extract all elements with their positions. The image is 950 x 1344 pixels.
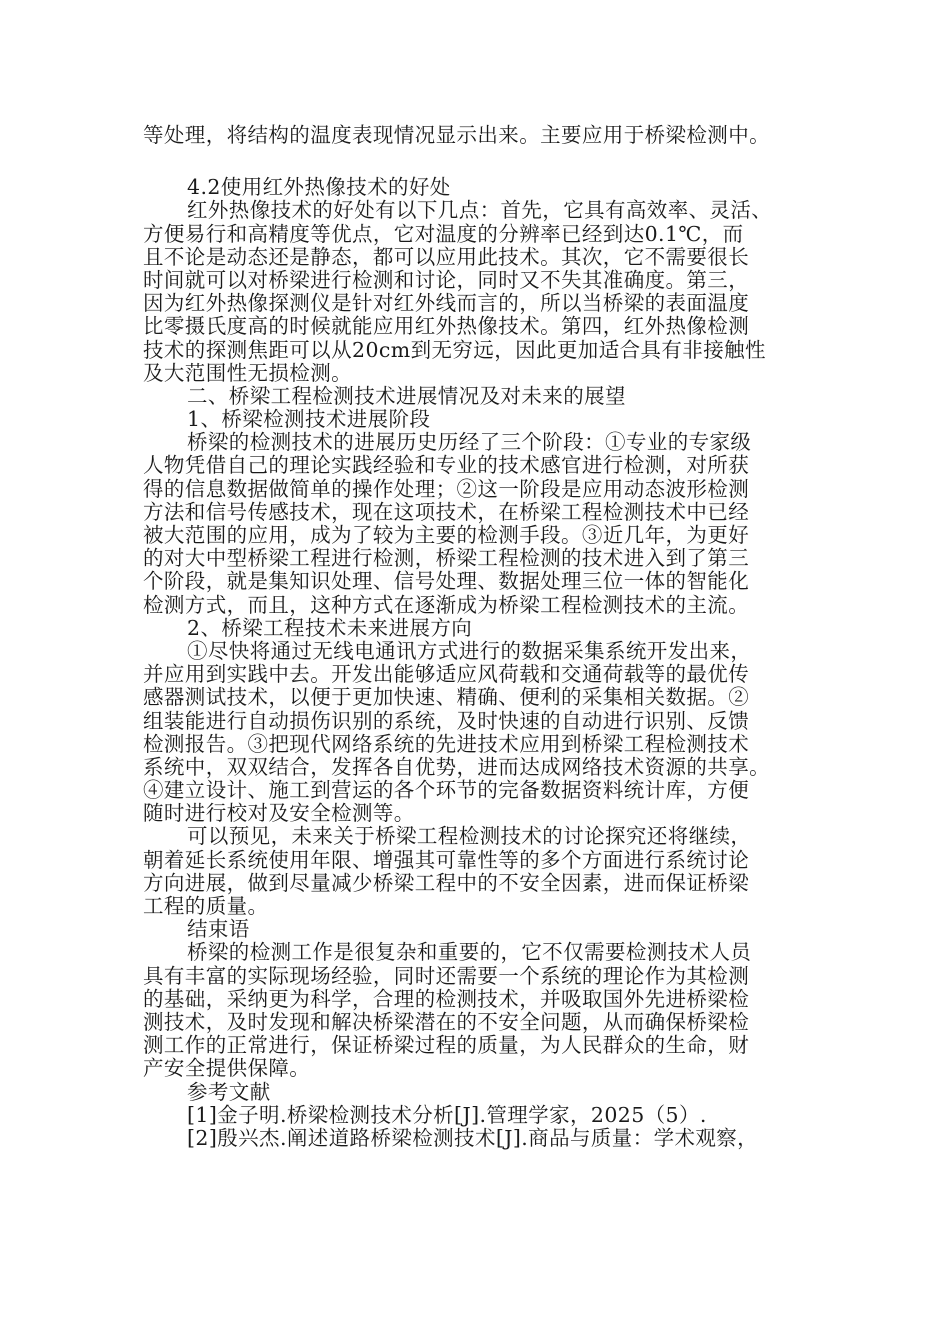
subsection-2-text-line: 并应用到实践中去。开发出能够适应风荷载和交通荷载等的最优传 [143,662,750,687]
conclusion-text-line: 测工作的正常进行，保证桥梁过程的质量，为人民群众的生命，财 [143,1033,750,1058]
section-4-2-text-line: 方便易行和高精度等优点，它对温度的分辨率已经到达0.1℃，而 [143,221,744,246]
subsection-2-text-line: ①尽快将通过无线电通讯方式进行的数据采集系统开发出来， [187,638,752,663]
conclusion-text-line: 的基础，采纳更为科学，合理的检测技术，并吸取国外先进桥梁检 [143,986,750,1011]
outlook-text-line: 朝着延长系统使用年限、增强其可靠性等的多个方面进行系统讨论 [143,847,750,872]
subsection-1-text-line: 的对大中型桥梁工程进行检测，桥梁工程检测的技术进入到了第三 [143,546,750,571]
subsection-2-text-line: 组装能进行自动损伤识别的系统，及时快速的自动进行识别、反馈 [143,708,750,733]
subsection-2-text-line: ④建立设计、施工到营运的各个环节的完备数据资料统计库，方便 [143,778,750,803]
subsection-1-heading: 1、桥梁检测技术进展阶段 [187,407,431,432]
subsection-2-text-line: 系统中，双双结合，发挥各自优势，进而达成网络技术资源的共享。 [143,754,770,779]
section-4-2-text-line: 比零摄氏度高的时候就能应用红外热像技术。第四，红外热像检测 [143,314,750,339]
conclusion-text-line: 桥梁的检测工作是很复杂和重要的，它不仅需要检测技术人员 [187,940,752,965]
section-4-2-text-line: 因为红外热像探测仪是针对红外线而言的，所以当桥梁的表面温度 [143,291,750,316]
conclusion-heading: 结束语 [187,917,250,942]
reference-item: [2]殷兴杰.阐述道路桥梁检测技术[J].商品与质量：学术观察， [187,1125,759,1150]
subsection-2-text-line: 感器测试技术，以便于更加快速、精确、便利的采集相关数据。② [143,685,750,710]
document-page [143,124,823,1150]
subsection-1-text-line: 个阶段，就是集知识处理、信号处理、数据处理三位一体的智能化 [143,569,750,594]
section-4-2-text-line: 时间就可以对桥梁进行检测和讨论，同时又不失其准确度。第三， [143,267,750,292]
section-4-2-text-line: 红外热像技术的好处有以下几点：首先，它具有高效率、灵活、 [187,198,773,223]
outlook-text-line: 可以预见，未来关于桥梁工程检测技术的讨论探究还将继续， [187,824,752,849]
subsection-1-text-line: 检测方式，而且，这种方式在逐渐成为桥梁工程检测技术的主流。 [143,592,750,617]
subsection-2-text-line: 检测报告。③把现代网络系统的先进技术应用到桥梁工程检测技术 [143,731,750,756]
section-4-2-heading: 4.2使用红外热像技术的好处 [187,175,451,200]
reference-item: [1]金子明.桥梁检测技术分析[J].管理学家，2025（5）. [187,1102,707,1127]
section-2-heading: 二、桥梁工程检测技术进展情况及对未来的展望 [187,383,626,408]
subsection-2-text-line: 随时进行校对及安全检测等。 [143,801,415,826]
outlook-text-line: 工程的质量。 [143,894,269,918]
subsection-1-text-line: 得的信息数据做简单的操作处理；②这一阶段是应用动态波形检测 [143,476,750,501]
conclusion-text-line: 测技术，及时发现和解决桥梁潜在的不安全问题，从而确保桥梁检 [143,1009,750,1034]
outlook-text-line: 方向进展，做到尽量减少桥梁工程中的不安全因素，进而保证桥梁 [143,870,750,895]
subsection-1-text-line: 方法和信号传感技术，现在这项技术，在桥梁工程检测技术中已经 [143,499,750,524]
subsection-2-heading: 2、桥梁工程技术未来进展方向 [187,615,473,640]
conclusion-text-line: 具有丰富的实际现场经验，同时还需要一个系统的理论作为其检测 [143,963,750,988]
subsection-1-text-line: 桥梁的检测技术的进展历史历经了三个阶段：①专业的专家级 [187,430,752,455]
references-heading: 参考文献 [187,1079,271,1104]
section-4-2-text-line: 且不论是动态还是静态，都可以应用此技术。其次，它不需要很长 [143,244,750,269]
intro-tail-line: 等处理，将结构的温度表现情况显示出来。主要应用于桥梁检测中。 [143,123,770,147]
section-4-2-text-line: 技术的探测焦距可以从20cm到无穷远，因此更加适合具有非接触性 [143,337,766,362]
subsection-1-text-line: 人物凭借自己的理论实践经验和专业的技术感官进行检测，对所获 [143,453,750,478]
paragraph-gap [143,147,823,176]
subsection-1-text-line: 被大范围的应用，成为了较为主要的检测手段。③近几年，为更好 [143,523,750,547]
conclusion-text-line: 产安全提供保障。 [143,1056,311,1081]
section-4-2-text-line: 及大范围性无损检测。 [143,360,352,385]
